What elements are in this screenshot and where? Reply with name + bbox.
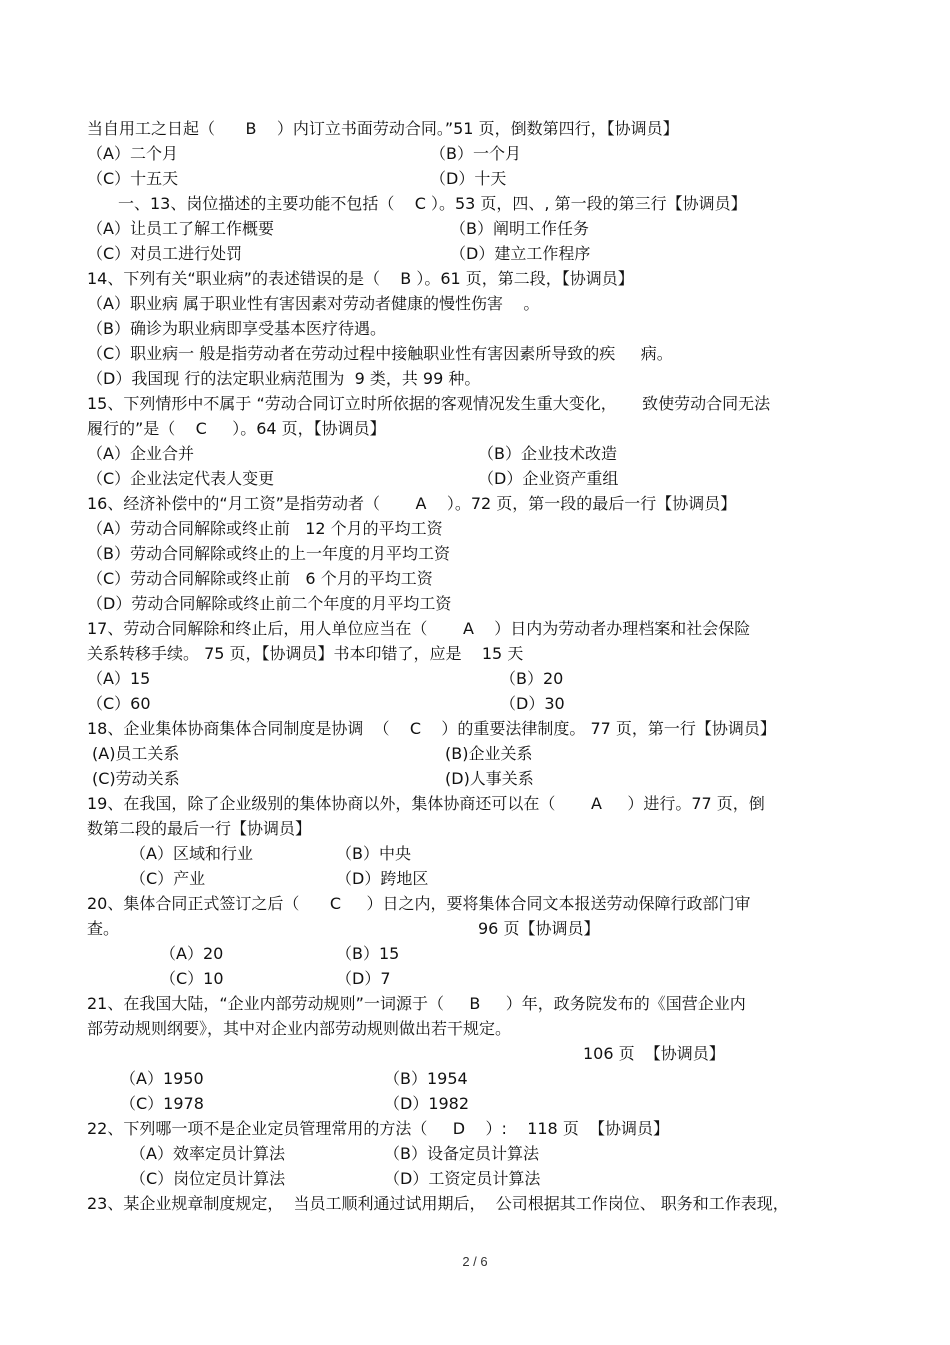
text-line: （B）20 [500,669,564,688]
text-line: 数第二段的最后一行【协调员】 [87,819,312,838]
text-line: （B）一个月 [430,144,521,163]
text-line: （C）产业 [130,869,206,888]
text-line: （A）1950 [120,1069,204,1088]
text-line: （C）10 [160,969,224,988]
text-line: 17、劳动合同解除和终止后，用人单位应当在（ A ）日内为劳动者办理档案和社会保险 [87,619,751,638]
text-line: （C）劳动合同解除或终止前 6 个月的平均工资 [87,569,433,588]
text-line: 22、下列哪一项不是企业定员管理常用的方法（ D ）: 118 页 【协调员】 [87,1119,669,1138]
text-line: （D）劳动合同解除或终止前二个年度的月平均工资 [87,594,452,613]
text-line: （A）劳动合同解除或终止前 12 个月的平均工资 [87,519,443,538]
text-line: 一、13、岗位描述的主要功能不包括（ C ）。53 页，四、, 第一段的第三行【协调员】 [118,194,747,213]
text-line: （A）让员工了解工作概要 [87,219,274,238]
text-line: 23、某企业规章制度规定， 当员工顺利通过试用期后， 公司根据其工作岗位、 职务和工作表现， [87,1194,789,1213]
text-line: 21、在我国大陆，“企业内部劳动规则”一词源于（ B ）年，政务院发布的《国营企业内 [87,994,746,1013]
text-line: （B）确诊为职业病即享受基本医疗待遇。 [87,319,386,338]
text-line: （A）20 [160,944,224,963]
page-number: 2 / 6 [462,1254,488,1269]
text-line: (B)企业关系 [445,744,533,763]
text-line: （C）岗位定员计算法 [130,1169,286,1188]
text-line: （A）二个月 [87,144,178,163]
text-line: （B）1954 [384,1069,468,1088]
text-line: （D）跨地区 [336,869,429,888]
text-line: 查。 [87,919,120,938]
text-line: 当自用工之日起（ B ）内订立书面劳动合同。”51 页，倒数第四行，【协调员】 [87,119,679,138]
text-line: （A）职业病 属于职业性有害因素对劳动者健康的慢性伤害 。 [87,294,540,313]
text-line: 106 页 【协调员】 [583,1044,725,1063]
text-line: (A)员工关系 [92,744,180,763]
text-line: （C）对员工进行处罚 [87,244,243,263]
text-line: 履行的”是（ C ）。64 页，【协调员】 [87,419,386,438]
text-line: （B）企业技术改造 [478,444,617,463]
text-line: 96 页【协调员】 [478,919,600,938]
text-line: (D)人事关系 [445,769,534,788]
text-line: （C）职业病一 般是指劳动者在劳动过程中接触职业性有害因素所导致的疾 病。 [87,344,673,363]
text-line: (C)劳动关系 [92,769,180,788]
text-line: （D）建立工作程序 [450,244,591,263]
text-line: 部劳动规则纲要》，其中对企业内部劳动规则做出若干规定。 [87,1019,512,1038]
text-line: （B）设备定员计算法 [384,1144,539,1163]
text-line: （D）我国现 行的法定职业病范围为 9 类，共 99 种。 [87,369,481,388]
text-line: （A）15 [87,669,151,688]
text-line: （B）中央 [336,844,411,863]
text-line: （D）企业资产重组 [478,469,619,488]
text-line: （D）工资定员计算法 [384,1169,541,1188]
text-line: 19、在我国，除了企业级别的集体协商以外，集体协商还可以在（ A ）进行。77 页，倒 [87,794,765,813]
text-line: （A）效率定员计算法 [130,1144,285,1163]
text-line: （A）企业合并 [87,444,194,463]
text-line: （D）1982 [384,1094,470,1113]
text-line: （C）60 [87,694,151,713]
text-line: 关系转移手续。 75 页，【协调员】书本印错了，应是 15 天 [87,644,524,663]
text-line: （A）区域和行业 [130,844,253,863]
text-line: 18、企业集体协商集体合同制度是协调 （ C ）的重要法律制度。 77 页，第一行【协调员】 [87,719,776,738]
text-line: 15、下列情形中不属于 “劳动合同订立时所依据的客观情况发生重大变化， 致使劳动合同无法 [87,394,771,413]
text-line: 16、经济补偿中的“月工资”是指劳动者（ A ）。72 页，第一段的最后一行【协调员】 [87,494,737,513]
text-line: （D）30 [500,694,565,713]
text-line: （D）十天 [430,169,507,188]
text-line: （D）7 [336,969,391,988]
text-line: （C）1978 [120,1094,204,1113]
text-line: 20、集体合同正式签订之后（ C ）日之内，要将集体合同文本报送劳动保障行政部门审 [87,894,751,913]
text-line: （B）15 [336,944,400,963]
text-line: （B）劳动合同解除或终止的上一年度的月平均工资 [87,544,450,563]
text-line: （C）企业法定代表人变更 [87,469,275,488]
text-line: 14、下列有关“职业病”的表述错误的是（ B ）。61 页，第二段，【协调员】 [87,269,634,288]
text-line: （C）十五天 [87,169,179,188]
text-line: （B）阐明工作任务 [450,219,589,238]
